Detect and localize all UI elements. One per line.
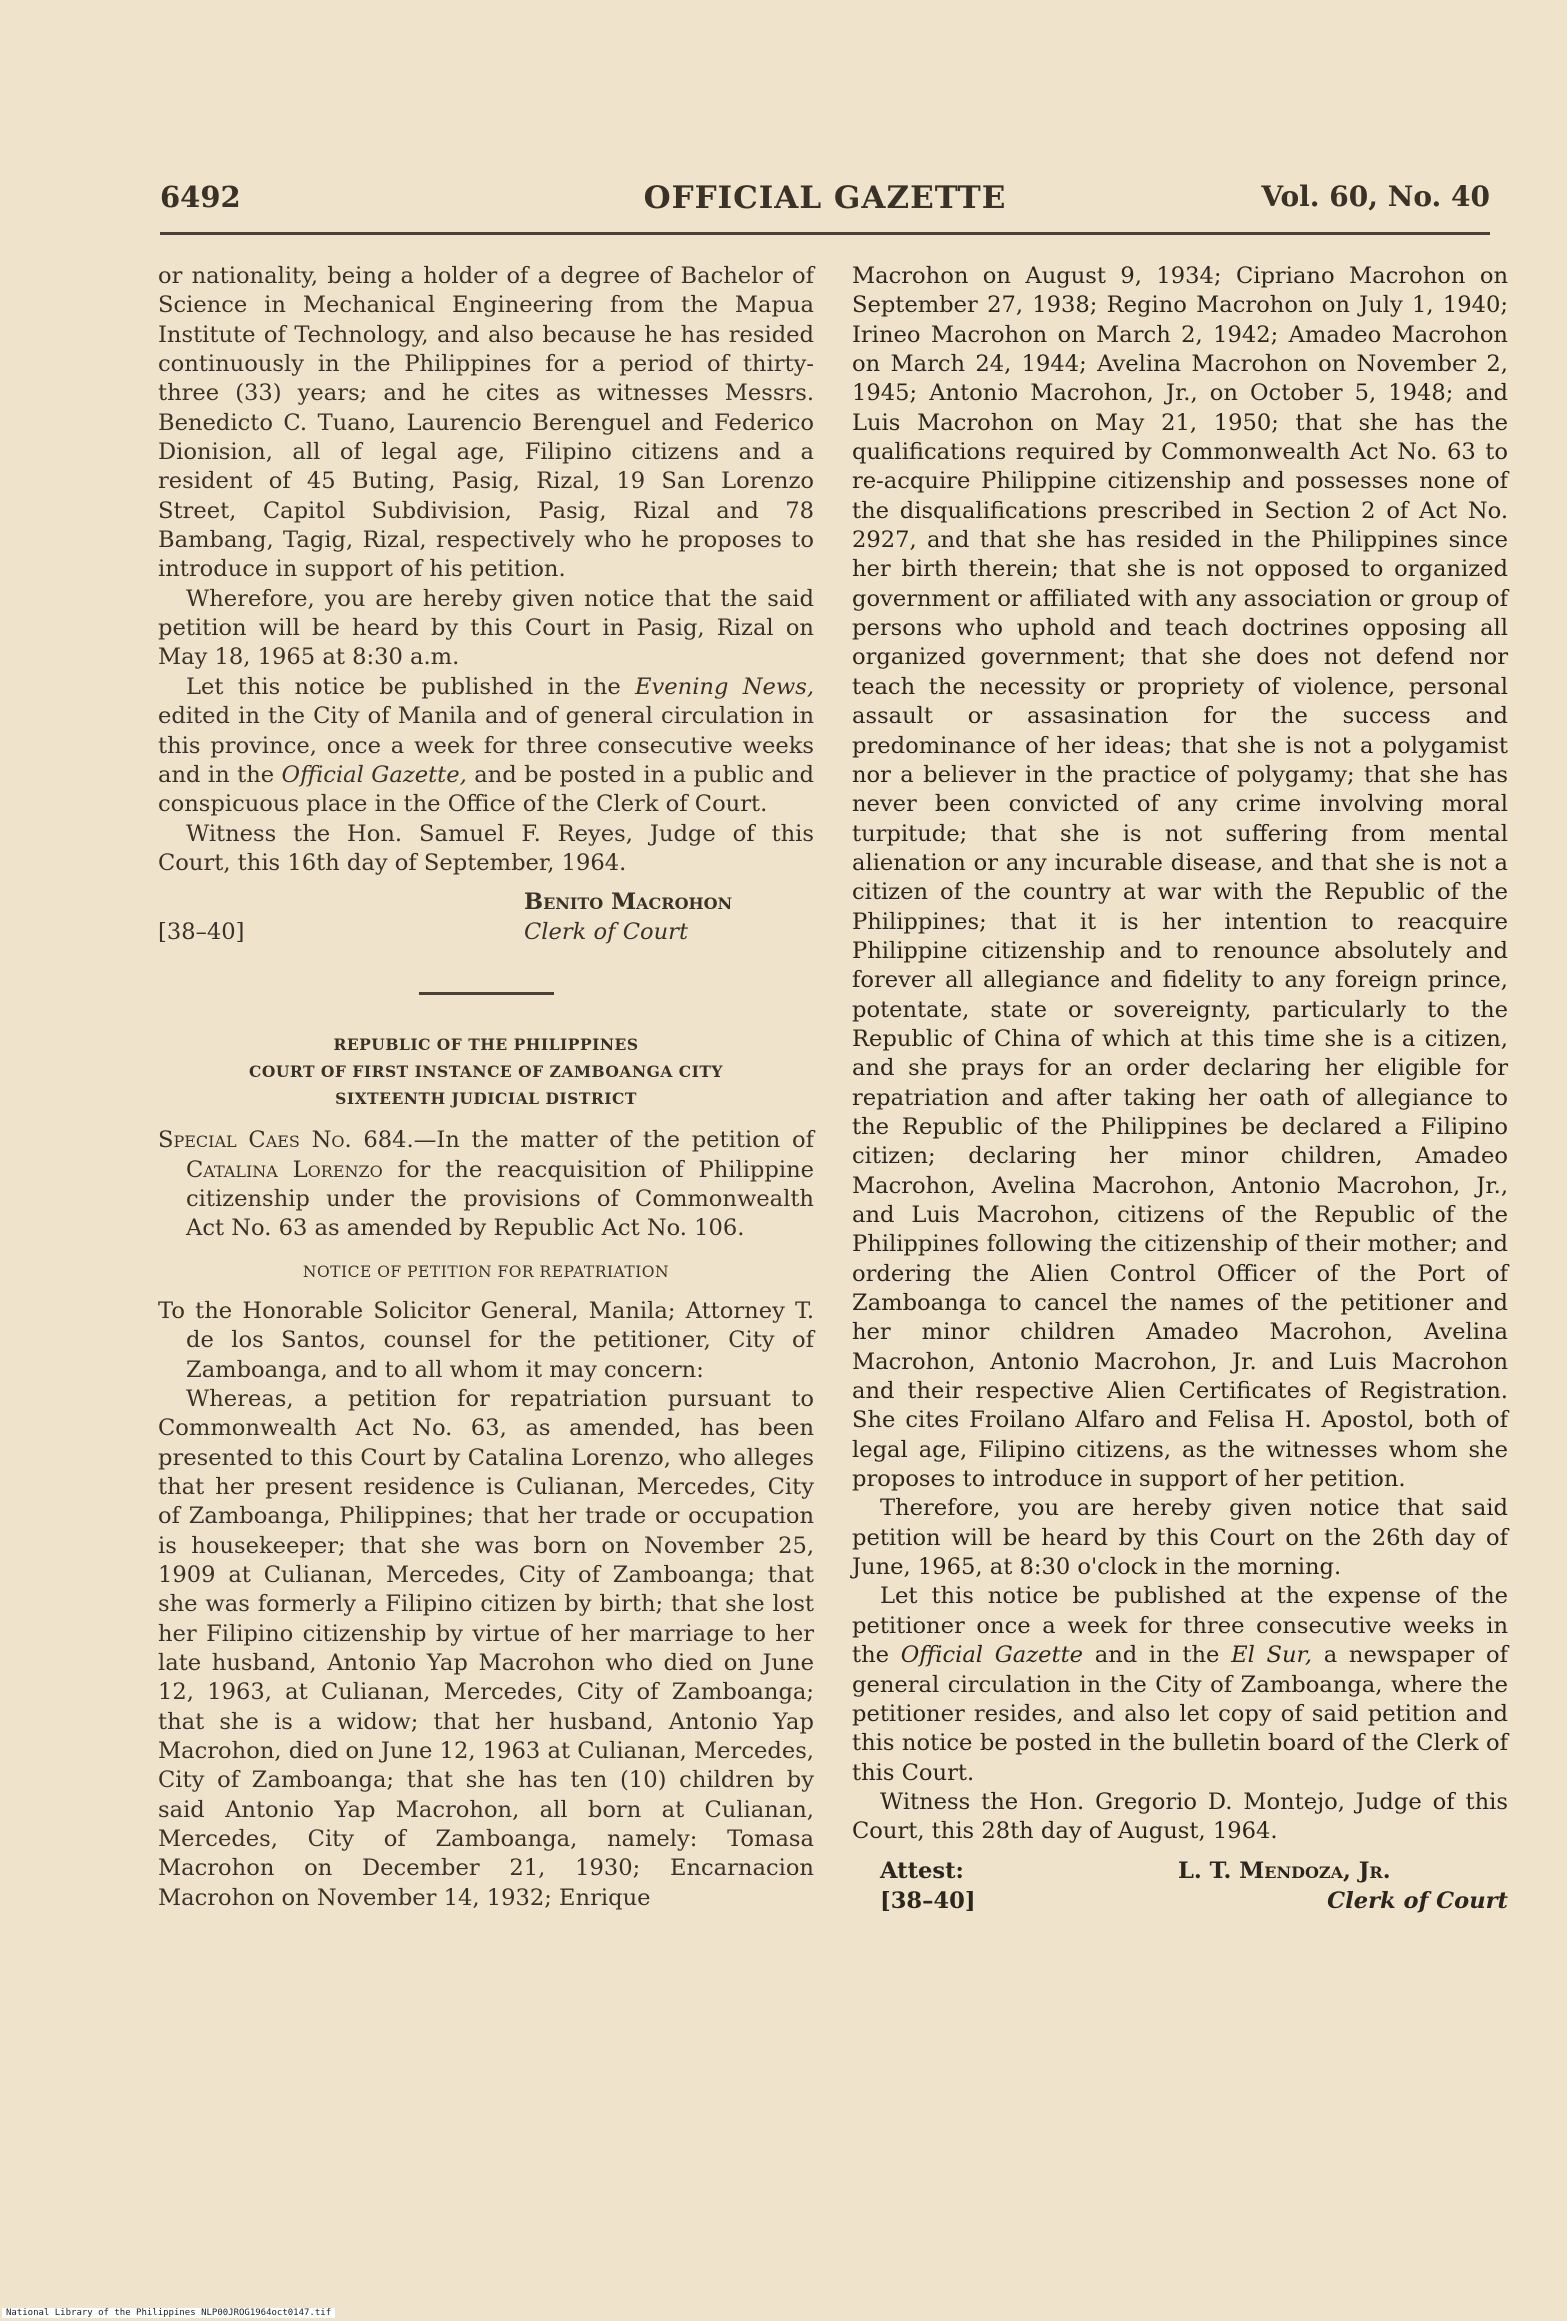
volume-number: Vol. 60, No. 40 [1261,180,1490,213]
court-line-2: COURT OF FIRST INSTANCE OF ZAMBOANGA CITY [249,1062,723,1082]
section-divider [419,992,554,995]
left-column [158,262,814,1913]
left-para-4: Witness the Hon. Samuel F. Reyes, Judge of this Court, this 16th day of September, 1964. [158,820,814,876]
notice-reference: [38–40] [158,919,245,946]
signer-name: L. T. Mendoza, Jr. [1178,1857,1391,1884]
right-para-2: Therefore, you are hereby given notice that said petition will be heard by this Court on the 26th day of June, 1965, at 8:30 o'clock in the morning. [852,1495,1508,1581]
official-gazette-name: Official Gazette [900,1642,1084,1669]
left-para-1: or nationality, being a holder of a degree of Bachelor of Science in Mechanical Engineering from the Mapua Institute of Technology, and also because he has resided continuously in the Philippines for a period of thirty-three (33) years; and he cites as witnesses Messrs. Benedicto C. Tuano, Laurencio Berenguel and Federico Dionision, all of legal age, Filipino citizens and a resident of 45 Buting, Pasig, Rizal, 19 San Lorenzo Street, Capitol Subdivision, Pasig, Rizal and 78 Bambang, Tagig, Rizal, respectively who he proposes to introduce in support of his petition. [158,263,814,583]
notice-title: NOTICE OF PETITION FOR REPATRIATION [302,1262,670,1281]
el-sur-name: El Sur, [1231,1642,1313,1669]
signature-block [158,888,814,950]
page-header [160,180,1490,224]
right-column [852,262,1508,1919]
case-label: Special Caes No. 684. [158,1127,414,1154]
right-para-3: Let this notice be published at the expense of the petitioner once a week for three consecutive weeks in the Official Gazette and in the El Sur, a newspaper of general circulation in the City of Zamboanga, where the petitioner resides, and also let copy of said petition and this notice be posted in the bulletin board of the Clerk of this Court. [852,1583,1509,1786]
scan-footer: National Library of the Philippines NLP00JROG1964oct0147.tif [2,2308,335,2318]
signer-name: Benito Macrohon [524,889,733,916]
notice-address: To the Honorable Solicitor General, Manila; Attorney T. de los Santos, counsel for the petitioner, City of Zamboanga, and to all whom it may concern: [158,1297,814,1383]
case-caption: Special Caes No. 684.—In the matter of the petition of Catalina Lorenzo for the reacquisition of Philippine citizenship under the provisions of Commonwealth Act No. 63 as amended by Republic Act No. 106. [158,1127,815,1242]
signer-title: Clerk of Court [524,919,689,946]
notice-reference: [38–40] [880,1887,976,1914]
whereas-para: Whereas, a petition for repatriation pursuant to Commonwealth Act No. 63, as amended, has been presented to this Court by Catalina Lorenzo, who alleges that her present residence is Culianan, Mercedes, City of Zamboanga, Philippines; that her trade or occupation is housekeeper; that she was born on November 25, 1909 at Culianan, Mercedes, City of Zamboanga; that she was formerly a Filipino citizen by birth; that she lost her Filipino citizenship by virtue of her marriage to her late husband, Antonio Yap Macrohon who died on June 12, 1963, at Culianan, Mercedes, City of Zamboanga; that she is a widow; that her husband, Antonio Yap Macrohon, died on June 12, 1963 at Culianan, Mercedes, City of Zamboanga; that she has ten (10) children by said Antonio Yap Macrohon, all born at Culianan, Mercedes, City of Zamboanga, namely: Tomasa Macrohon on December 21, 1930; Encarnacion Macrohon on November 14, 1932; Enrique [158,1385,814,1911]
attest-block [852,1857,1508,1919]
left-para-3: Let this notice be published in the Evening News, edited in the City of Manila and of general circulation in this province, once a week for three consecutive weeks and in the Official Gazette, and be posted in a public and conspicuous place in the Office of the Clerk of Court. [158,673,815,818]
attest-label: Attest: [880,1857,964,1884]
court-line-1: REPUBLIC OF THE PHILIPPINES [333,1035,639,1055]
left-para-2: Wherefore, you are hereby given notice that the said petition will be heard by this Court in Pasig, Rizal on May 18, 1965 at 8:30 a.m. [158,585,814,671]
gazette-title: OFFICIAL GAZETTE [643,180,1007,216]
court-line-3: SIXTEENTH JUDICIAL DISTRICT [335,1089,637,1109]
official-gazette-name: Official Gazette, [281,761,467,788]
page-number: 6492 [160,180,241,214]
court-heading [158,1031,814,1112]
right-para-1: Macrohon on August 9, 1934; Cipriano Macrohon on September 27, 1938; Regino Macrohon on July 1, 1940; Irineo Macrohon on March 2, 1942; Amadeo Macrohon on March 24, 1944; Avelina Macrohon on November 2, 1945; Antonio Macrohon, Jr., on October 5, 1948; and Luis Macrohon on May 21, 1950; that she has the qualifications required by Commonwealth Act No. 63 to re-acquire Philippine citizenship and possesses none of the disqualifications prescribed in Section 2 of Act No. 2927, and that she has resided in the Philippines since her birth therein; that she is not opposed to organized government or affiliated with any association or group of persons who uphold and teach doctrines opposing all organized government; that she does not defend nor teach the necessity or propriety of violence, personal assault or assasination for the success and predominance of her ideas; that she is not a polygamist nor a believer in the practice of polygamy; that she has never been convicted of any crime involving moral turpitude; that she is not suffering from mental alienation or any incurable disease, and that she is not a citizen of the country at war with the Republic of the Philippines; that it is her intention to reacquire Philippine citizenship and to renounce absolutely and forever all allegiance and fidelity to any foreign prince, potentate, state or sovereignty, particularly to the Republic of China of which at this time she is a citizen, and she prays for an order declaring her eligible for repatriation and after taking her oath of allegiance to the Republic of the Philippines be declared a Filipino citizen; declaring her minor children, Amadeo Macrohon, Avelina Macrohon, Antonio Macrohon, Jr., and Luis Macrohon, citizens of the Republic of the Philippines following the citizenship of their mother; and ordering the Alien Control Officer of the Port of Zamboanga to cancel the names of the petitioner and her minor children Amadeo Macrohon, Avelina Macrohon, Antonio Macrohon, Jr. and Luis Macrohon and their respective Alien Certificates of Registration. She cites Froilano Alfaro and Felisa H. Apostol, both of legal age, Filipino citizens, as the witnesses whom she proposes to introduce in support of her petition. [852,263,1508,1493]
right-para-4: Witness the Hon. Gregorio D. Montejo, Judge of this Court, this 28th day of August, 1964. [852,1788,1508,1845]
petitioner-name: Catalina Lorenzo [186,1156,383,1183]
signer-title: Clerk of Court [1327,1887,1508,1914]
header-rule [160,232,1490,235]
evening-news-name: Evening News, [635,673,815,700]
